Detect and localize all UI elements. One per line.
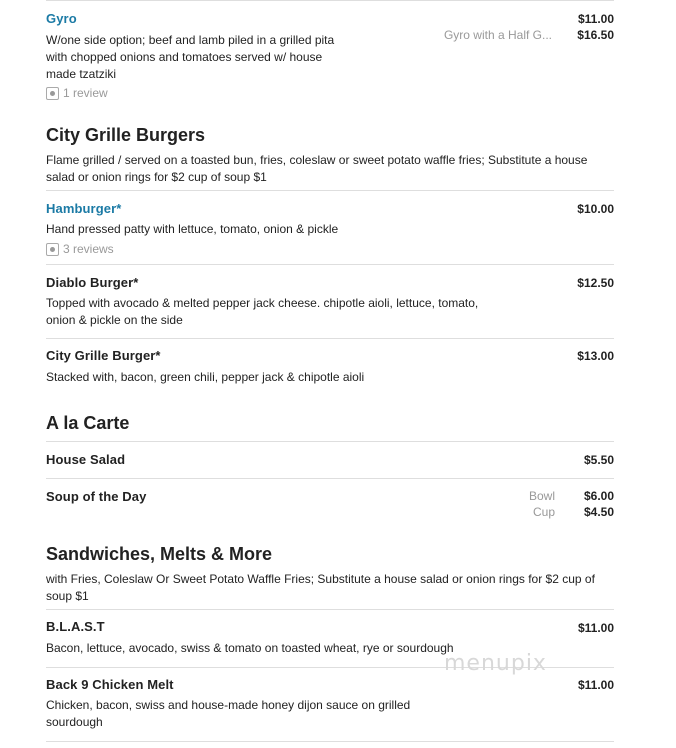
menu-item-hamburger-reviews[interactable] bbox=[46, 242, 114, 256]
menu-item-chicken-melt-price: $11.00 bbox=[577, 678, 614, 692]
section-title-alacarte: A la Carte bbox=[46, 413, 130, 433]
menu-item-city-grille-burger-price: $13.00 bbox=[577, 349, 614, 363]
menu-item-hamburger-name[interactable]: Hamburger* bbox=[46, 201, 122, 216]
section-title-sandwiches: Sandwiches, Melts & More bbox=[46, 544, 273, 564]
menu-item-soup-option-label: Cup bbox=[532, 505, 555, 519]
menu-item-soup-name: Soup of the Day bbox=[46, 489, 147, 504]
menu-item-hamburger-description: Hand pressed patty with lettuce, tomato, onion & pickle bbox=[46, 222, 339, 236]
review-icon bbox=[46, 243, 59, 256]
menu-item-house-salad-price: $5.50 bbox=[583, 453, 614, 467]
divider bbox=[46, 741, 614, 742]
section-description-burgers: Flame grilled / served on a toasted bun, fries, coleslaw or sweet potato waffle fries; Substitute a house salad or onion rings for $2 cup of soup $1 bbox=[46, 153, 588, 184]
section-description-sandwiches: with Fries, Coleslaw Or Sweet Potato Waffle Fries; Substitute a house salad or onion rings for $2 cup of soup $1 bbox=[46, 572, 595, 603]
menu-item-blast-price: $11.00 bbox=[577, 621, 614, 635]
review-count: 1 review bbox=[63, 86, 108, 100]
divider bbox=[46, 0, 614, 1]
menu-item-diablo-burger-name: Diablo Burger* bbox=[46, 275, 139, 290]
menu-item-gyro-option-label: Gyro with a Half G... bbox=[443, 28, 552, 42]
menu-item-gyro-price: $11.00 bbox=[577, 12, 614, 26]
divider bbox=[46, 478, 614, 479]
menu-item-gyro-option-price: $16.50 bbox=[577, 28, 614, 42]
menu-item-blast-description: Bacon, lettuce, avocado, swiss & tomato on toasted wheat, rye or sourdough bbox=[46, 641, 454, 655]
watermark-logo: menupix bbox=[444, 651, 547, 676]
menu-item-hamburger-price: $10.00 bbox=[577, 202, 614, 216]
divider bbox=[46, 441, 614, 442]
menu-item-diablo-burger-price: $12.50 bbox=[577, 276, 614, 290]
menu-item-city-grille-burger-name: City Grille Burger* bbox=[46, 348, 161, 363]
menu-item-soup-option-label: Bowl bbox=[528, 489, 555, 503]
menu-item-soup-option-price: $4.50 bbox=[583, 505, 614, 519]
menu-item-house-salad-name: House Salad bbox=[46, 452, 126, 467]
menu-item-chicken-melt-description: Chicken, bacon, swiss and house-made honey dijon sauce on grilled sourdough bbox=[46, 698, 411, 729]
menu-item-gyro-description: W/one side option; beef and lamb piled in a grilled pita with chopped onions and tomatoes served w/ house made tzatziki bbox=[46, 33, 335, 81]
menu-item-blast-name: B.L.A.S.T bbox=[46, 619, 105, 634]
menu-item-soup-option-price: $6.00 bbox=[583, 489, 614, 503]
review-icon bbox=[46, 87, 59, 100]
divider bbox=[46, 609, 614, 610]
section-title-burgers: City Grille Burgers bbox=[46, 125, 206, 145]
menu-item-diablo-burger-description: Topped with avocado & melted pepper jack cheese. chipotle aioli, lettuce, tomato, onion & pickle on the side bbox=[46, 296, 479, 327]
menu-item-city-grille-burger-description: Stacked with, bacon, green chili, pepper jack & chipotle aioli bbox=[46, 370, 365, 384]
divider bbox=[46, 264, 614, 265]
divider bbox=[46, 190, 614, 191]
menu-item-gyro-reviews[interactable] bbox=[46, 86, 108, 100]
review-count: 3 reviews bbox=[63, 242, 114, 256]
divider bbox=[46, 338, 614, 339]
menu-item-chicken-melt-name: Back 9 Chicken Melt bbox=[46, 677, 174, 692]
menu-item-gyro-name[interactable]: Gyro bbox=[46, 11, 77, 26]
